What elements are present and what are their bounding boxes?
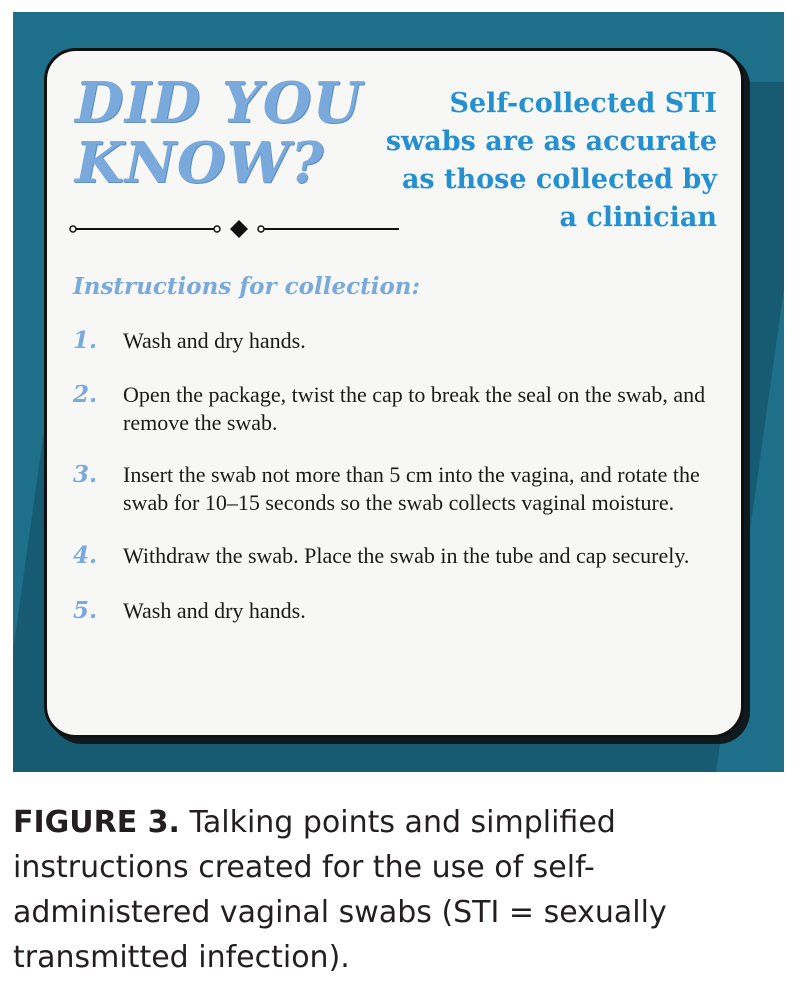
- step-number: 1.: [73, 327, 98, 354]
- ornament-divider-icon: [69, 219, 399, 239]
- step-number: 4.: [73, 542, 98, 569]
- did-you-know-heading: [75, 70, 363, 196]
- infographic-panel: [13, 12, 784, 772]
- step-1: [73, 327, 713, 355]
- step-2: [73, 381, 713, 437]
- heading-line-1: DID YOU: [75, 70, 363, 136]
- step-text: Wash and dry hands.: [123, 598, 306, 623]
- step-text: Insert the swab not more than 5 cm into the vagina, and rotate the swab for 10–15 seconds so the swab collects vaginal moisture.: [123, 462, 700, 515]
- step-text: Wash and dry hands.: [123, 328, 306, 353]
- step-3: [73, 461, 713, 517]
- fact-statement: Self-collected STI swabs are as accurate as those collected by a clinician: [385, 88, 717, 233]
- caption-text: Talking points and simplified instructions created for the use of self-administered vaginal swabs (STI = sexually transmitted infection).: [13, 805, 667, 975]
- instruction-steps: [73, 327, 713, 625]
- step-number: 3.: [73, 461, 98, 488]
- step-5: [73, 597, 713, 625]
- instructions-heading: Instructions for collection:: [73, 273, 421, 300]
- step-text: Open the package, twist the cap to break the seal on the swab, and remove the swab.: [123, 382, 706, 435]
- step-number: 5.: [73, 597, 98, 624]
- step-4: [73, 542, 713, 570]
- step-number: 2.: [73, 381, 98, 408]
- step-text: Withdraw the swab. Place the swab in the tube and cap securely.: [123, 543, 690, 568]
- figure-label: FIGURE 3.: [13, 805, 180, 840]
- info-card: [44, 48, 744, 738]
- heading-line-2: KNOW?: [75, 130, 325, 196]
- figure-caption: [13, 800, 783, 980]
